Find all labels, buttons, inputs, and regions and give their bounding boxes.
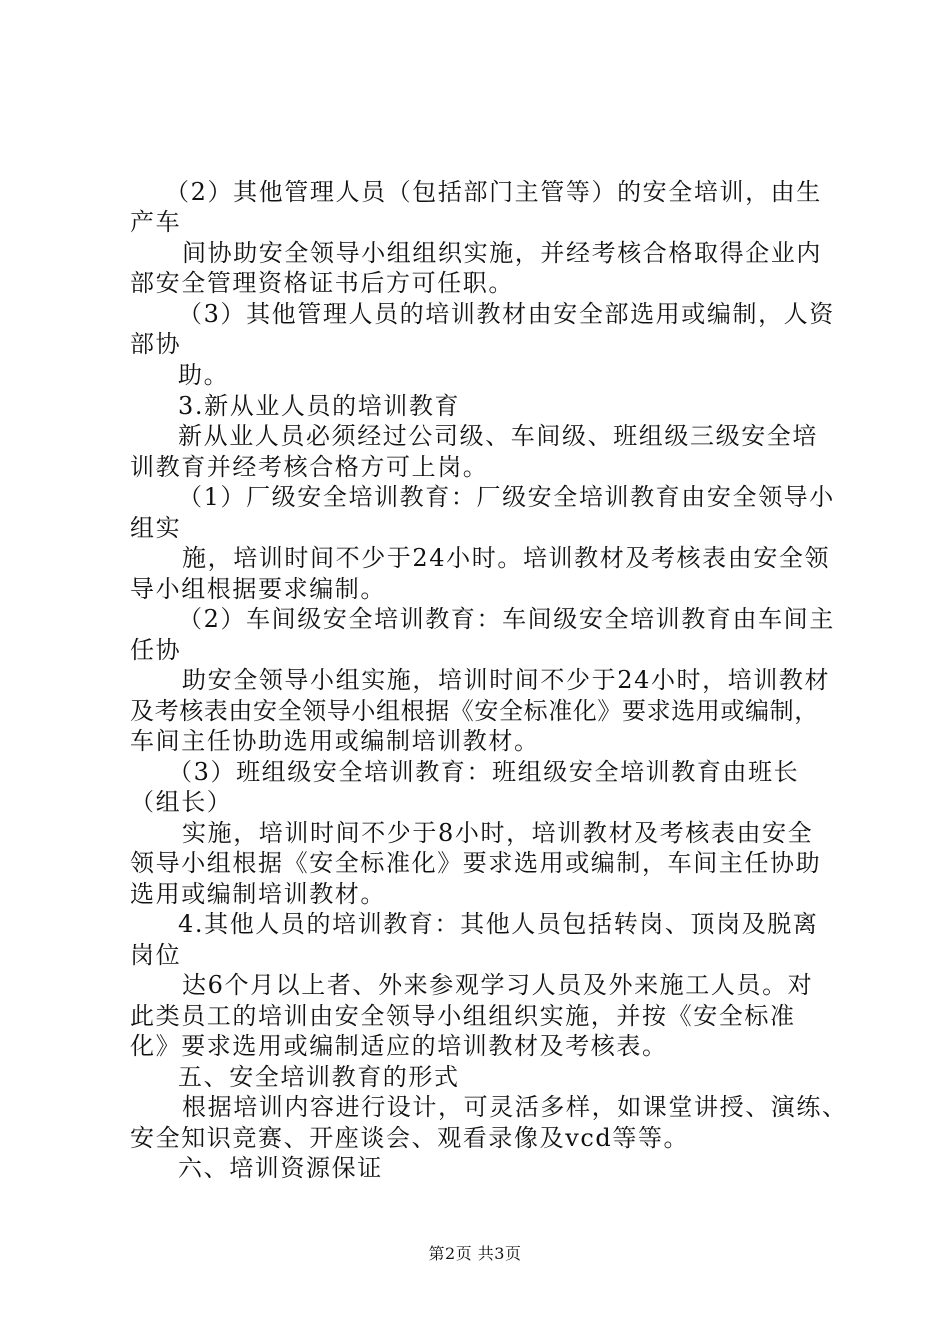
paragraph-line: （3）其他管理人员的培训教材由安全部选用或编制，人资 bbox=[178, 300, 835, 328]
paragraph-line: （1）厂级安全培训教育：厂级安全培训教育由安全领导小 bbox=[178, 483, 835, 511]
paragraph-line: 安全知识竞赛、开座谈会、观看录像及vcd等等。 bbox=[130, 1124, 690, 1152]
paragraph-line: 任协 bbox=[130, 636, 182, 664]
paragraph-line: 新从业人员必须经过公司级、车间级、班组级三级安全培 bbox=[178, 422, 818, 450]
paragraph-line: 岗位 bbox=[130, 941, 182, 969]
section-heading: 3.新从业人员的培训教育 bbox=[178, 392, 461, 420]
section-heading: 六、培训资源保证 bbox=[178, 1154, 383, 1182]
paragraph-line: （2）车间级安全培训教育：车间级安全培训教育由车间主 bbox=[178, 605, 835, 633]
paragraph-line: 化》要求选用或编制适应的培训教材及考核表。 bbox=[130, 1032, 668, 1060]
paragraph-line: 部协 bbox=[130, 330, 182, 358]
paragraph-line: 实施，培训时间不少于8小时，培训教材及考核表由安全 bbox=[182, 819, 814, 847]
paragraph-line: 助。 bbox=[178, 361, 230, 389]
paragraph-line: 选用或编制培训教材。 bbox=[130, 880, 386, 908]
paragraph-line: 根据培训内容进行设计，可灵活多样，如课堂讲授、演练、 bbox=[182, 1093, 848, 1121]
page-number-footer: 第2页 共3页 bbox=[428, 1244, 522, 1263]
paragraph-line: 部安全管理资格证书后方可任职。 bbox=[130, 269, 514, 297]
paragraph-line: 组实 bbox=[130, 514, 182, 542]
paragraph-line: （3）班组级安全培训教育：班组级安全培训教育由班长 bbox=[168, 758, 800, 786]
paragraph-line: 车间主任协助选用或编制培训教材。 bbox=[130, 727, 540, 755]
section-heading: 五、安全培训教育的形式 bbox=[178, 1063, 460, 1091]
paragraph-line: （2）其他管理人员（包括部门主管等）的安全培训，由生 bbox=[165, 178, 822, 206]
paragraph-line: 助安全领导小组实施，培训时间不少于24小时，培训教材 bbox=[182, 666, 831, 694]
paragraph-line: 施，培训时间不少于24小时。培训教材及考核表由安全领 bbox=[182, 544, 831, 572]
paragraph-line: 间协助安全领导小组组织实施，并经考核合格取得企业内 bbox=[182, 239, 822, 267]
paragraph-line: 达6个月以上者、外来参观学习人员及外来施工人员。对 bbox=[182, 971, 814, 999]
paragraph-line: 领导小组根据《安全标准化》要求选用或编制，车间主任协助 bbox=[130, 849, 822, 877]
paragraph-line: （组长） bbox=[130, 788, 233, 816]
paragraph-line: 产车 bbox=[130, 208, 182, 236]
paragraph-line: 及考核表由安全领导小组根据《安全标准化》要求选用或编制， bbox=[130, 697, 819, 725]
paragraph-line: 导小组根据要求编制。 bbox=[130, 575, 386, 603]
section-heading: 4.其他人员的培训教育：其他人员包括转岗、顶岗及脱离 bbox=[178, 910, 819, 938]
paragraph-line: 训教育并经考核合格方可上岗。 bbox=[130, 453, 489, 481]
paragraph-line: 此类员工的培训由安全领导小组组织实施，并按《安全标准 bbox=[130, 1002, 796, 1030]
